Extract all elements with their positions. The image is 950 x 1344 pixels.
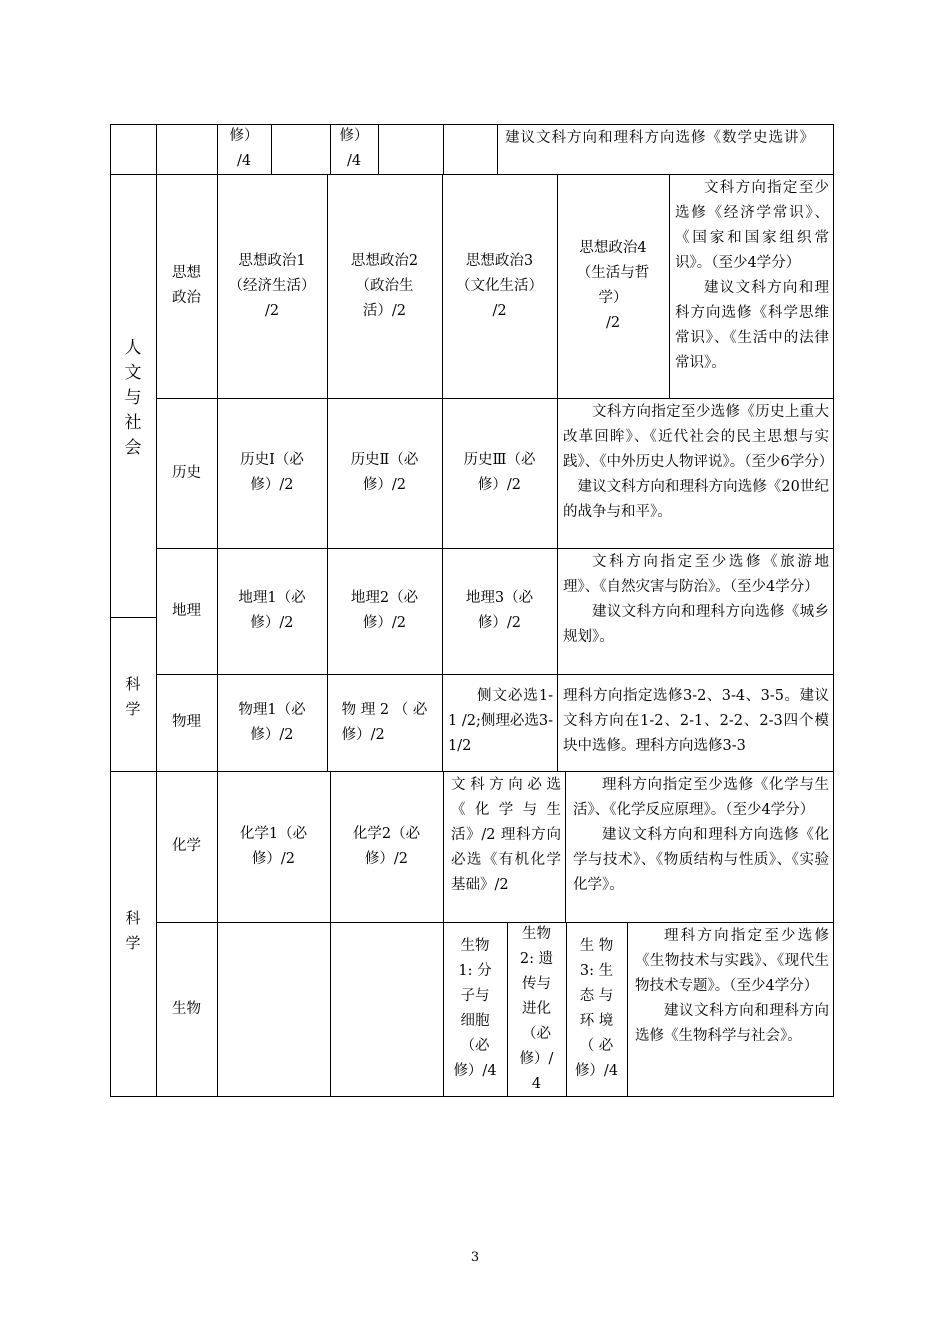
subject-politics: 思想 政治 [172,265,201,306]
history-module-2: 历史Ⅱ（必 修）/2 [350,452,419,493]
subject-physics: 物理 [172,714,201,730]
chemistry-elective-note: 理科方向指定至少选修《化学与生活》、《化学反应原理》。（至少4学分） 建议文科方向和理科方向选修《化学与技术》、《物质结构与性质》、《实验化学》。 [573,777,829,893]
group-label-science-a: 科 学 [125,675,141,718]
group-label-humanities: 人 文 与 社 会 [124,338,142,458]
physics-elective-note: 理科方向指定选修3-2、3-4、3-5。建议文科方向在1-2、2-1、2-2、2-3四个模块中选修。理科方向选修3-3 [563,688,829,754]
history-module-3: 历史Ⅲ（必 修）/2 [463,452,536,493]
subject-chemistry: 化学 [172,838,201,854]
physics-module-1: 物理1（必 修）/2 [238,701,306,743]
politics-elective-note: 文科方向指定至少选修《经济学常识》、《国家和国家组织常识》。（至少4学分） 建议文科方向和理科方向选修《科学思维常识》、《生活中的法律常识》。 [675,180,829,371]
top-row-module-2: 修） /4 [339,128,369,169]
page-number: 3 [470,1250,480,1265]
biology-module-3: 生 物 3: 生 态 与 环 境 （ 必 修）/4 [574,938,619,1079]
biology-module-2: 生物 2: 遗 传与 进化 （必 修）/ 4 [519,926,554,1092]
geography-module-3: 地理3（必 修）/2 [465,590,534,631]
physics-module-2: 物 理 2 （ 必 修）/2 [341,701,428,743]
geography-module-2: 地理2（必 修）/2 [350,590,419,631]
chemistry-module-2: 化学2（必 修）/2 [352,825,421,867]
geography-module-1: 地理1（必 修）/2 [238,590,306,631]
history-elective-note: 文科方向指定至少选修《历史上重大改革回眸》、《近代社会的民主思想与实践》、《中外历史人物评说》。（至少6学分） 建议文科方向和理科方向选修《20世纪的战争与和平》。 [563,404,833,520]
top-row-note: 建议文科方向和理科方向选修《数学史选讲》 [505,130,815,146]
politics-module-1: 思想政治1 （经济生活） /2 [228,252,316,319]
chemistry-module-3: 文科方向必选《化学与生活》/2 理科方向必选《有机化学基础》/2 [451,777,561,893]
biology-elective-note: 理科方向指定至少选修《生物技术与实践》、《现代生物技术专题》。（至少4学分） 建议文科方向和理科方向选修《生物科学与社会》。 [635,928,829,1044]
chemistry-module-1: 化学1（必 修）/2 [239,825,308,867]
subject-geography: 地理 [172,602,201,619]
history-module-1: 历史Ⅰ（必 修）/2 [240,452,304,493]
subject-history: 历史 [172,464,201,481]
politics-module-2: 思想政治2 （政治生 活）/2 [350,252,419,319]
subject-biology: 生物 [172,1000,201,1017]
physics-module-3: 侧文必选1-1 /2;侧理必选3-1/2 [448,688,553,754]
top-row-module-1: 修） /4 [229,128,259,169]
politics-module-3: 思想政治3 （文化生活） /2 [456,252,543,319]
geography-elective-note: 文科方向指定至少选修《旅游地理》、《自然灾害与防治》。（至少4学分） 建议文科方向和理科方向选修《城乡规划》。 [563,554,829,645]
politics-module-4: 思想政治4 （生活与哲 学） /2 [576,240,650,331]
group-label-science-b: 科 学 [125,909,141,952]
biology-module-1: 生物 1: 分 子与 细胞 （必 修）/4 [453,938,497,1079]
